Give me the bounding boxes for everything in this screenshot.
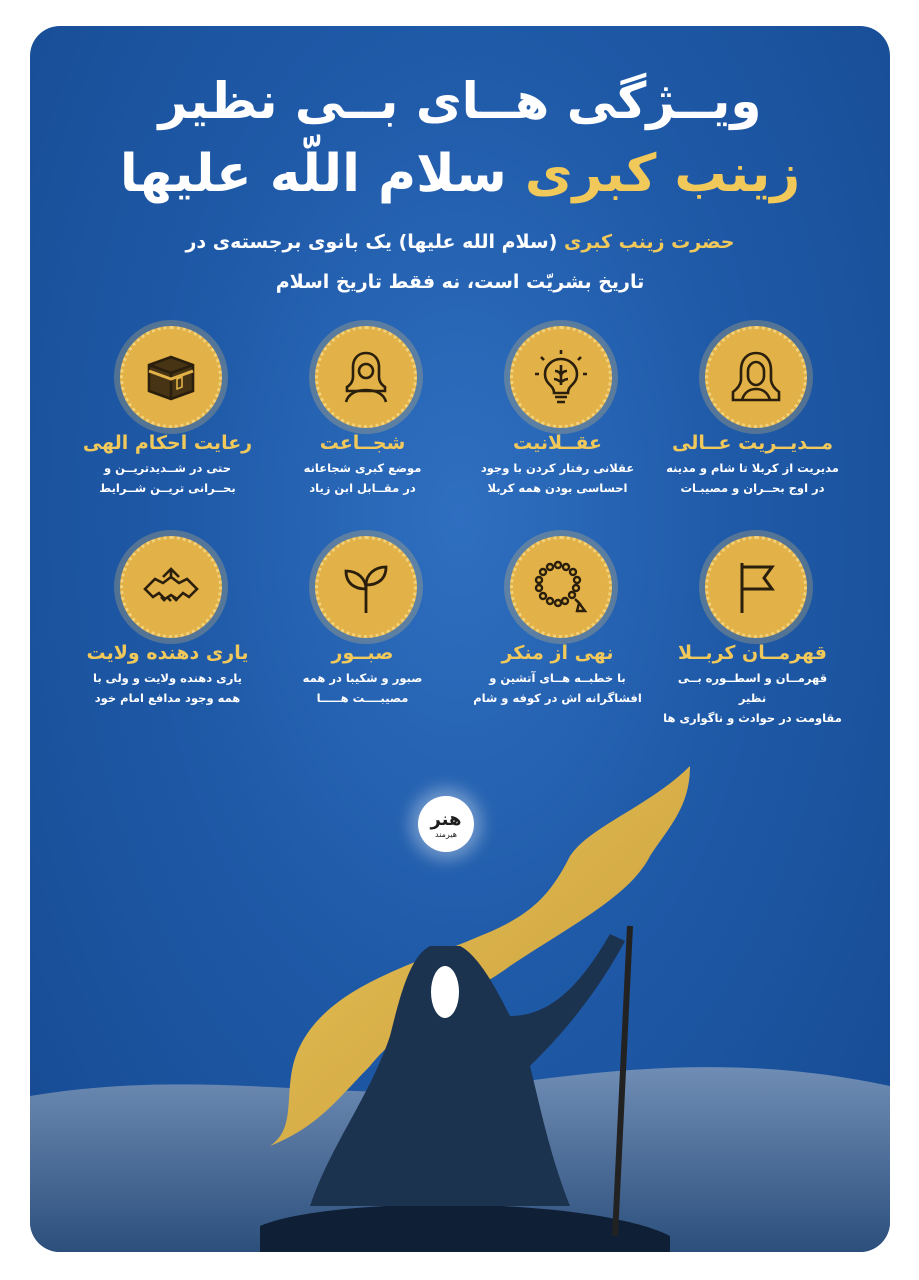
feature-desc-line1: مدیریت از کربلا تا شام و مدینه bbox=[666, 461, 839, 475]
feature-desc-line2: مقاومت در حوادث و ناگواری ها bbox=[663, 711, 842, 725]
sprout-icon bbox=[315, 536, 417, 638]
brand-logo bbox=[418, 796, 474, 852]
feature-karbala-hero bbox=[655, 528, 850, 728]
poster-frame bbox=[30, 26, 890, 1252]
feature-title: یاری دهنده ولایت bbox=[86, 642, 249, 664]
feature-title: مــدیــریت عــالی bbox=[672, 432, 833, 454]
feature-title: رعایت احکام الهی bbox=[82, 432, 253, 454]
feature-desc bbox=[468, 668, 647, 708]
handshake-icon bbox=[120, 536, 222, 638]
title-salutation: سلام اللّه علیها bbox=[119, 144, 507, 204]
title-name-gold: زینب کبری bbox=[524, 144, 801, 204]
intro-line1 bbox=[100, 222, 820, 262]
intro-line2: تاریخ بشریّت است، نه فقط تاریخ اسلام bbox=[275, 271, 645, 293]
logo-name: هیرمند bbox=[435, 829, 457, 839]
flag-icon bbox=[705, 536, 807, 638]
feature-desc-line1: قهرمــان و اسطــوره بــی نظیر bbox=[677, 671, 828, 705]
kaaba-icon bbox=[120, 326, 222, 428]
feature-management bbox=[655, 318, 850, 518]
feature-desc bbox=[273, 668, 452, 708]
feature-desc-line2: در مقــابل ابن زیاد bbox=[309, 481, 416, 495]
feature-title: نهی از منکر bbox=[501, 642, 614, 664]
feature-desc bbox=[273, 458, 452, 498]
feature-wilayah-support bbox=[70, 528, 265, 728]
feature-title: عقــلانیت bbox=[512, 432, 603, 454]
feature-title: قهرمــان کربــلا bbox=[678, 642, 827, 664]
feature-desc bbox=[663, 458, 842, 498]
features-grid bbox=[70, 318, 850, 738]
feature-desc-line1: صبور و شکیبا در همه bbox=[302, 671, 423, 685]
veiled-woman-icon bbox=[705, 326, 807, 428]
poster-title-line1: ویــژگی هــای بــی نظیر bbox=[158, 72, 762, 130]
feature-desc bbox=[663, 668, 842, 728]
feature-rationality bbox=[460, 318, 655, 518]
woman-portrait-icon bbox=[315, 326, 417, 428]
feature-desc-line2: همه وجود مدافع امام خود bbox=[94, 691, 241, 705]
feature-desc-line1: موضع کبری شجاعانه bbox=[303, 461, 422, 475]
feature-desc-line2: افشاگرانه اش در کوفه و شام bbox=[473, 691, 642, 705]
feature-forbid-evil bbox=[460, 528, 655, 728]
feature-desc bbox=[468, 458, 647, 498]
logo-mark: هنر bbox=[430, 808, 462, 830]
brain-bulb-icon bbox=[510, 326, 612, 428]
prayer-beads-icon bbox=[510, 536, 612, 638]
feature-title: شجــاعت bbox=[319, 432, 406, 454]
feature-desc-line2: بحــرانی تریــن شــرایط bbox=[99, 481, 236, 495]
intro-line1-rest: (سلام الله علیها) یک بانوی برجسته‌ی در bbox=[185, 231, 558, 253]
poster-title-line2 bbox=[30, 144, 890, 204]
feature-desc-line1: یاری دهنده ولایت و ولی با bbox=[93, 671, 242, 685]
feature-desc-line1: عقلانی رفتار کردن با وجود bbox=[480, 461, 635, 475]
feature-desc-line1: با خطبــه هــای آتشین و bbox=[489, 671, 626, 685]
feature-desc bbox=[78, 668, 257, 708]
feature-courage bbox=[265, 318, 460, 518]
feature-desc-line1: حتی در شــدیدتریــن و bbox=[103, 461, 232, 475]
intro-text bbox=[100, 222, 820, 302]
feature-title: صبــور bbox=[331, 642, 394, 664]
feature-patience bbox=[265, 528, 460, 728]
feature-desc-line2: احساسی بودن همه کربلا bbox=[487, 481, 628, 495]
feature-desc bbox=[78, 458, 257, 498]
intro-name: حضرت زینب کبری bbox=[563, 231, 735, 253]
feature-divine-rules bbox=[70, 318, 265, 518]
face-veil bbox=[431, 966, 459, 1018]
feature-desc-line2: مصیبــــت هـــــا bbox=[316, 691, 409, 705]
feature-desc-line2: در اوج بحــران و مصیبـات bbox=[680, 481, 825, 495]
